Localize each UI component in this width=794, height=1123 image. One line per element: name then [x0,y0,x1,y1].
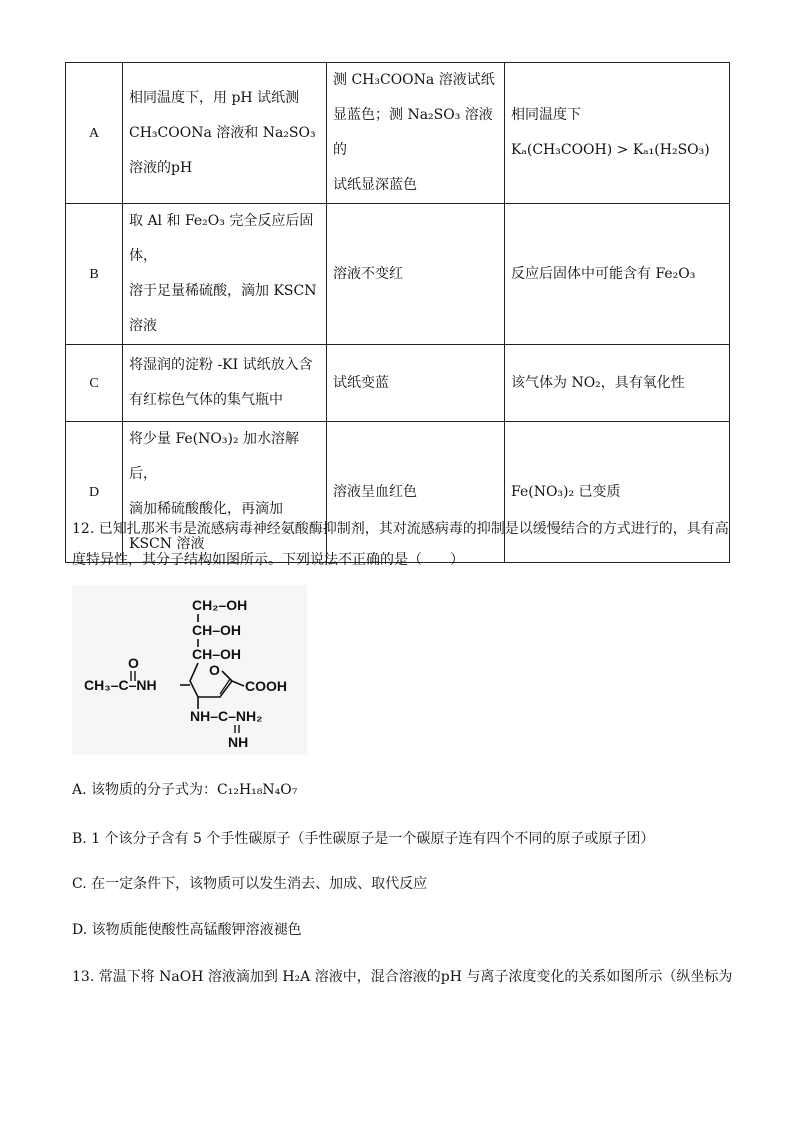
row-key: C [66,345,123,422]
zanamivir-structure [72,585,307,755]
option-d: D. 该物质能使酸性高锰酸钾溶液褪色 [72,922,302,938]
table-row [66,204,730,345]
cell-text: Fe(NO₃)₂ 已变质 [511,483,621,500]
option-b: B. 1 个该分子含有 5 个手性碳原子（手性碳原子是一个碳原子连有四个不同的原子或原子团） [72,831,655,847]
ring-o-label: O [209,662,220,678]
observation-cell [327,63,505,204]
cell-text: 溶液不变红 [333,265,403,282]
observation-cell [327,345,505,422]
guanidino-label: NH–C–NH₂ [190,708,263,724]
cell-text: 溶于足量稀硫酸，滴加 KSCN [129,283,317,299]
cooh-label: COOH [245,678,287,694]
row-key: D [66,422,123,563]
operation-cell [123,63,327,204]
operation-cell [123,204,327,345]
structure-background [72,585,307,755]
stem-line: 度特异性，其分子结构如图所示。下列说法不正确的是（ ） [72,552,464,568]
nh-label: NH [228,734,249,750]
table-row [66,345,730,422]
cell-text: 滴加稀硫酸酸化，再滴加 [129,501,283,517]
row-key: A [66,63,123,204]
experiment-table [65,62,730,563]
conclusion-cell [505,63,730,204]
cell-text: 测 CH₃COONa 溶液试纸 [333,72,495,88]
cell-text: 试纸显深蓝色 [333,177,417,193]
conclusion-cell [505,204,730,345]
operation-cell [123,345,327,422]
cell-text: 相同温度下 [511,107,581,123]
carbonyl-o-label: O [128,655,139,671]
cell-text: 溶液的pH [129,159,193,176]
cell-text: 取 Al 和 Fe₂O₃ 完全反应后固体， [129,213,314,264]
acetyl-label: CH₃–C–NH [84,677,157,693]
cell-text: 试纸变蓝 [333,374,389,391]
table-row [66,63,730,204]
cell-text: 溶液 [129,318,157,334]
choh-label: CH–OH [192,646,242,662]
option-a: A. 该物质的分子式为：C₁₂H₁₈N₄O₇ [72,782,298,798]
cell-text: CH₃COONa 溶液和 Na₂SO₃ [129,124,316,141]
choh-label: CH–OH [192,622,242,638]
question-12-stem [72,514,732,576]
option-c: C. 在一定条件下，该物质可以发生消去、加成、取代反应 [72,876,428,892]
cell-text: 显蓝色；测 Na₂SO₃ 溶液的 [333,107,493,158]
stem-line: 12. 已知扎那米韦是流感病毒神经氨酸酶抑制剂，其对流感病毒的抑制是以缓慢结合的方式进行的，具有高 [72,521,729,537]
cell-text: 将湿润的淀粉 -KI 试纸放入含 [129,357,313,373]
ch2oh-label: CH₂–OH [192,597,248,613]
cell-text: 该气体为 NO₂，具有氧化性 [511,374,685,391]
cell-text: KSCN 溶液 [129,536,205,552]
cell-text: 有红棕色气体的集气瓶中 [129,392,283,408]
cell-text: 相同温度下，用 pH 试纸测 [129,89,300,106]
observation-cell [327,204,505,345]
row-key: B [66,204,123,345]
cell-text: 溶液呈血红色 [333,483,417,500]
conclusion-cell [505,345,730,422]
cell-text: Kₐ(CH₃COOH) > Kₐ₁(H₂SO₃) [511,142,710,158]
question-13-stem: 13. 常温下将 NaOH 溶液滴加到 H₂A 溶液中，混合溶液的pH 与离子浓度变化的关系如图所示（纵坐标为 [72,969,733,985]
cell-text: 将少量 Fe(NO₃)₂ 加水溶解后， [129,431,300,482]
cell-text: 反应后固体中可能含有 Fe₂O₃ [511,265,696,282]
